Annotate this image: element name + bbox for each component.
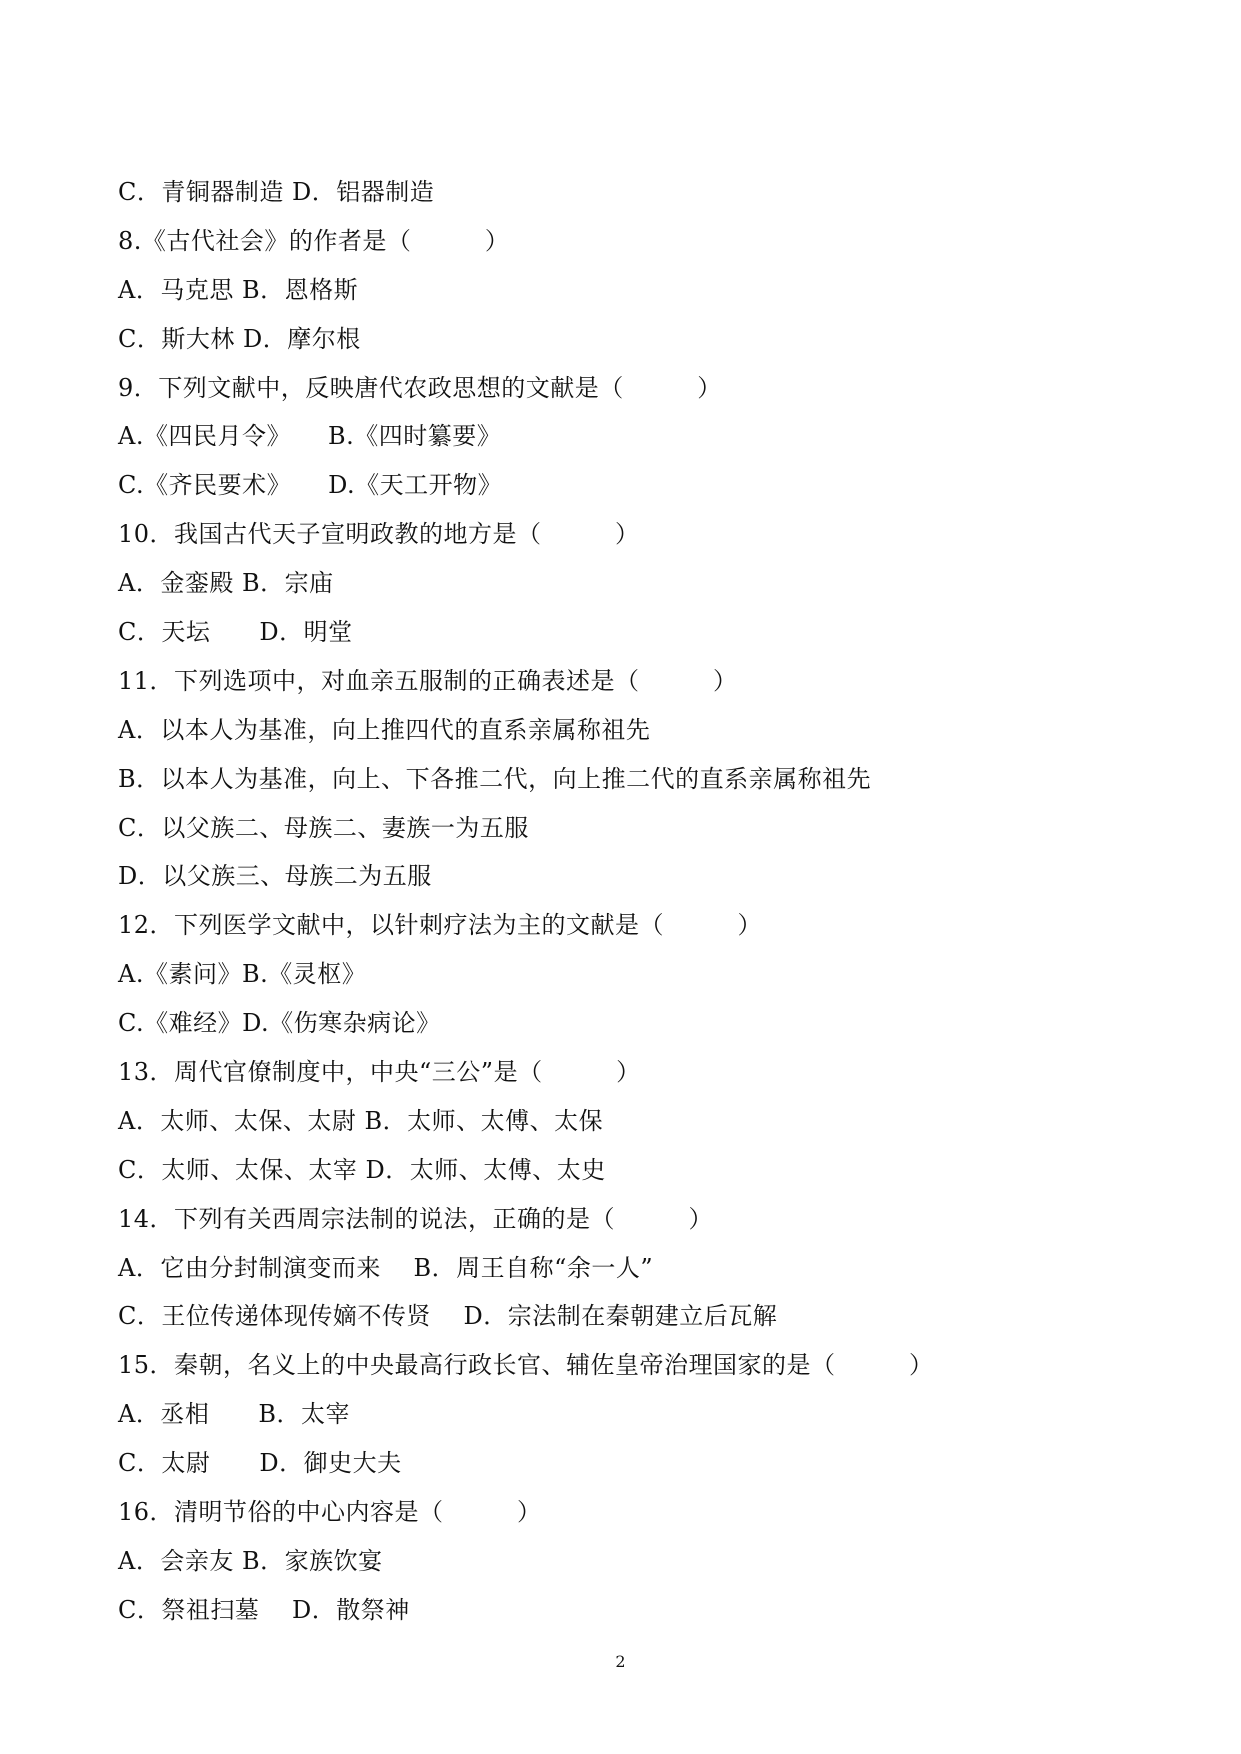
text-line: A．会亲友 B．家族饮宴 bbox=[118, 1546, 383, 1575]
text-line: A.《素问》B.《灵枢》 bbox=[118, 960, 367, 989]
text-line: C．太尉 D．御史大夫 bbox=[118, 1449, 402, 1478]
page-number: 2 bbox=[615, 1652, 626, 1671]
text-line: 14．下列有关西周宗法制的说法，正确的是（ ） bbox=[118, 1204, 714, 1233]
text-line: C．天坛 D．明堂 bbox=[118, 618, 353, 647]
text-line: A．以本人为基准，向上推四代的直系亲属称祖先 bbox=[118, 715, 651, 744]
text-line: C．太师、太保、太宰 D．太师、太傅、太史 bbox=[118, 1155, 606, 1184]
text-line: 16．清明节俗的中心内容是（ ） bbox=[118, 1498, 542, 1527]
text-line: D．以父族三、母族二为五服 bbox=[118, 862, 432, 891]
text-line: C．斯大林 D．摩尔根 bbox=[118, 324, 361, 353]
text-line: 12．下列医学文献中，以针刺疗法为主的文献是（ ） bbox=[118, 911, 763, 940]
text-line: A．它由分封制演变而来 B．周王自称“余一人” bbox=[118, 1253, 654, 1282]
question-text-block bbox=[118, 168, 1158, 1635]
text-line: C．祭祖扫墓 D．散祭神 bbox=[118, 1595, 410, 1624]
text-line: 8.《古代社会》的作者是（ ） bbox=[118, 226, 510, 255]
text-line: B．以本人为基准，向上、下各推二代，向上推二代的直系亲属称祖先 bbox=[118, 764, 872, 793]
text-line: 10．我国古代天子宣明政教的地方是（ ） bbox=[118, 520, 640, 549]
text-line: C．王位传递体现传嫡不传贤 D．宗法制在秦朝建立后瓦解 bbox=[118, 1302, 778, 1331]
text-line: 9．下列文献中，反映唐代农政思想的文献是（ ） bbox=[118, 373, 722, 402]
text-line: A．金銮殿 B．宗庙 bbox=[118, 569, 334, 598]
text-line: 13．周代官僚制度中，中央“三公”是（ ） bbox=[118, 1058, 641, 1087]
text-line: C．青铜器制造 D．铝器制造 bbox=[118, 178, 435, 206]
text-line: C.《齐民要术》 D.《天工开物》 bbox=[118, 471, 503, 500]
text-line: C.《难经》D.《伤寒杂病论》 bbox=[118, 1009, 441, 1038]
text-line: A.《四民月令》 B.《四时纂要》 bbox=[118, 422, 502, 451]
text-line: A．丞相 B．太宰 bbox=[118, 1400, 350, 1429]
text-line: 11．下列选项中，对血亲五服制的正确表述是（ ） bbox=[118, 666, 738, 695]
text-line: A．马克思 B．恩格斯 bbox=[118, 275, 359, 304]
text-line: A．太师、太保、太尉 B．太师、太傅、太保 bbox=[118, 1106, 604, 1135]
text-line: C．以父族二、母族二、妻族一为五服 bbox=[118, 813, 529, 842]
text-line: 15．秦朝，名义上的中央最高行政长官、辅佐皇帝治理国家的是（ ） bbox=[118, 1351, 934, 1380]
